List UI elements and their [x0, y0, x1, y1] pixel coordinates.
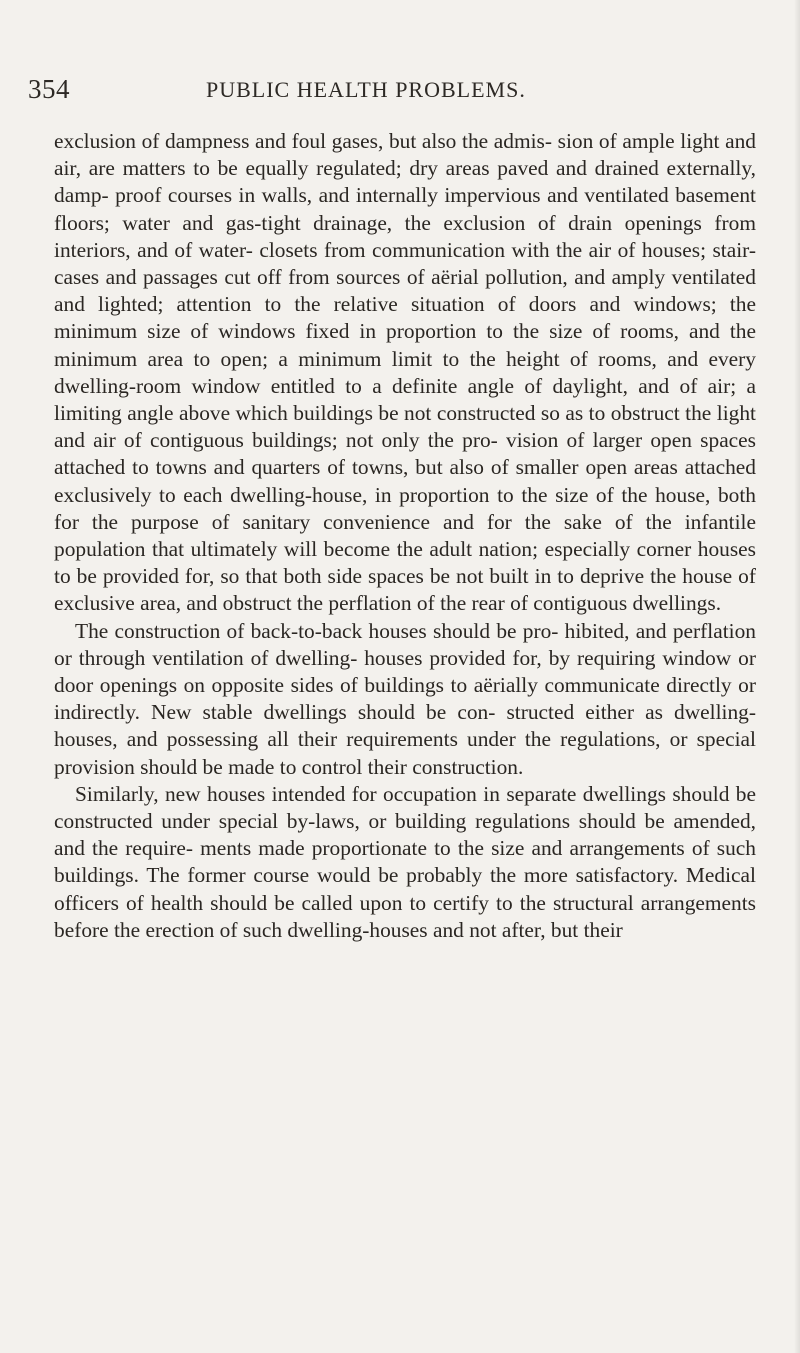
body-text [54, 128, 756, 944]
paragraph-back-to-back: The construction of back-to-back houses should be pro- hibited, and perflation or through ventilation of dwelling- houses provided for, by requiring window or door openings on opposite sides of buildings to aërially communicate directly or indirectly. New stable dwellings should be con- structed either as dwelling-houses, and possessing all their requirements under the regulations, or special provision should be made to control their construction. [54, 618, 756, 779]
paragraph-continued: exclusion of dampness and foul gases, but also the admis- sion of ample light and air, are matters to be equally regulated; dry areas paved and drained externally, damp- proof courses in walls, and internally impervious and ventilated basement floors; water and gas-tight drainage, the exclusion of drain openings from interiors, and of water- closets from communication with the air of houses; stair- cases and passages cut off from sources of aërial pollution, and amply ventilated and lighted; attention to the relative situation of doors and windows; the minimum size of windows fixed in proportion to the size of rooms, and the minimum area to open; a minimum limit to the height of rooms, and every dwelling-room window entitled to a definite angle of daylight, and of air; a limiting angle above which buildings be not constructed so as to obstruct the light and air of contiguous buildings; not only the pro- vision of larger open spaces attached to towns and quarters of towns, but also of smaller open areas attached exclusively to each dwelling-house, in proportion to the size of the house, both for the purpose of sanitary convenience and for the sake of the infantile population that ultimately will become the adult nation; especially corner houses to be provided for, so that both side spaces be not built in to deprive the house of exclusive area, and obstruct the perflation of the rear of contiguous dwellings. [54, 129, 756, 616]
running-head: PUBLIC HEALTH PROBLEMS. [206, 77, 526, 102]
page-header [28, 74, 768, 114]
page-edge-shadow [794, 0, 800, 1353]
page-number: 354 [28, 74, 70, 104]
paragraph-similarly: Similarly, new houses intended for occupation in separate dwellings should be constructed under special by-laws, or building regulations should be amended, and the require- ments made proportionate to the size and arrangements of such buildings. The former course would be probably the more satisfactory. Medical officers of health should be called upon to certify to the structural arrangements before the erection of such dwelling-houses and not after, but their [54, 781, 756, 942]
